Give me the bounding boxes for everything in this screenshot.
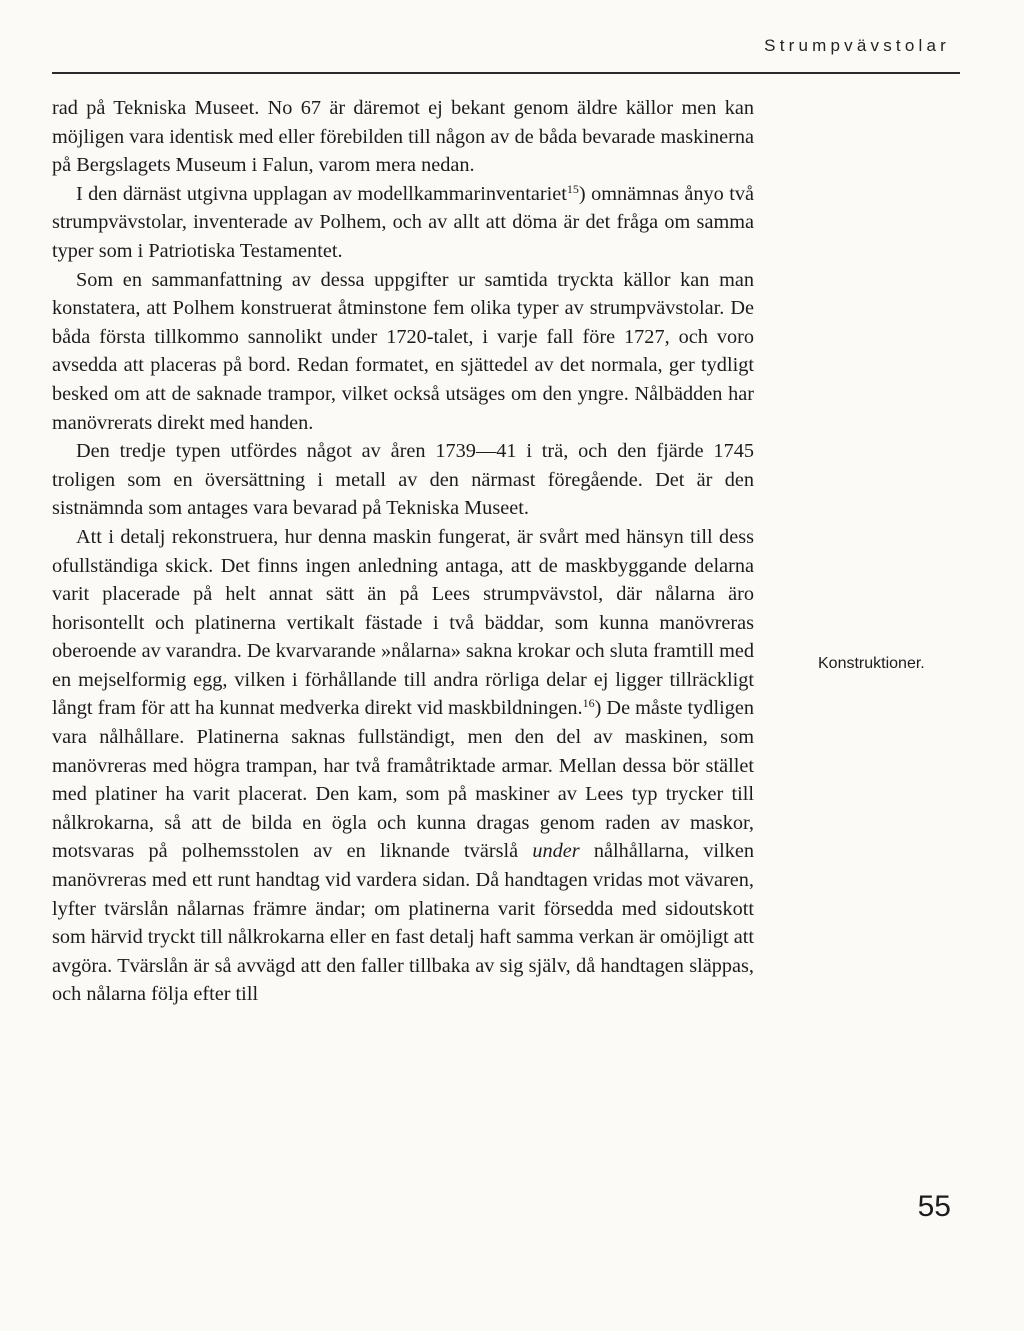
paragraph [52,523,754,1009]
paragraph [52,180,754,266]
paragraph-text: Den tredje typen utfördes något av åren 1739—41 i trä, och den fjärde 1745 troligen som en översättning i metall av den närmast föregående. Det är den sistnämnda som antages vara bevarad på Tekniska Museet. [52,440,754,520]
header-rule [52,72,960,74]
emphasis: under [532,840,580,863]
paragraph-text: Som en sammanfattning av dessa uppgifter ur samtida tryckta källor kan man konstatera, att Polhem konstruerat åtminstone fem olika typer av strumpvävstolar. De båda första tillkommo sannolikt under 1720-talet, i varje fall före 1727, och voro avsedda att placeras på bord. Redan formatet, en sjättedel av det normala, ger tydligt besked om att de saknade trampor, vilket också utsäges om den yngre. Nålbädden har manövrerats direkt med handen. [52,268,754,434]
paragraph-text: rad på Tekniska Museet. No 67 är däremot ej bekant genom äldre källor men kan möjligen vara identisk med eller förebilden till någon av de båda bevarade maskinerna på Bergslagets Museum i Falun, varom mera nedan. [52,97,754,177]
paragraph-text: Att i detalj rekonstruera, hur denna maskin fungerat, är svårt med hänsyn till dess ofullständiga skick. Det finns ingen anledning antaga, att de maskbyggande delarna varit placerade på helt annat sätt än på Lees strumpvävstol, där nålarna äro horisontellt och platinerna vertikalt fästade i två bäddar, som kunna manövreras oberoende av varandra. De kvarvarande »nålarna» sakna krokar och sluta framtill med en mejselformig egg, vilken i förhållande till andra rörliga delar ej ligger tillräckligt långt fram för att ha kunnat medverka direkt vid maskbildningen. [52,525,754,720]
paragraph [52,266,754,438]
paragraph [52,437,754,523]
body-text [52,94,754,1009]
paragraph-text: nålhållarna, vilken manövreras med ett runt handtag vid vardera sidan. Då handtagen vridas mot vävaren, lyfter tvärslån nålarnas främre ändar; om platinerna varit försedda med sidoutskott som härvid tryckt till nålkrokarna eller en fast detalj haft samma verkan är omöjligt att avgöra. Tvärslån är så avvägd att den faller tillbaka av sig själv, då handtagen släppas, och nålarna följa efter till [52,840,754,1006]
footnote-reference: 16 [582,696,595,711]
paragraph-text: ) omnämnas ånyo två strumpvävstolar, inventerade av Polhem, och av allt att döma är det fråga om samma typer som i Patriotiska Testamentet. [52,182,754,262]
footnote-reference: 15 [566,181,579,196]
paragraph-text: I den därnäst utgivna upplagan av modellkammarinventariet [76,182,567,205]
page-number: 55 [917,1190,951,1223]
paragraph [52,94,754,180]
marginal-heading: Konstruktioner. [818,655,925,672]
running-head: Strumpvävstolar [764,36,950,55]
paragraph-text: ) De måste tydligen vara nålhållare. Platinerna saknas fullständigt, men den del av maskinen, som manövreras med högra trampan, har två framåtriktade armar. Mellan dessa bör stället med platiner ha varit placerat. Den kam, som på maskiner av Lees typ trycker till nålkrokarna, så att de bilda en ögla och kunna dragas genom raden av maskor, motsvaras på polhemsstolen av en liknande tvärslå [52,697,754,863]
